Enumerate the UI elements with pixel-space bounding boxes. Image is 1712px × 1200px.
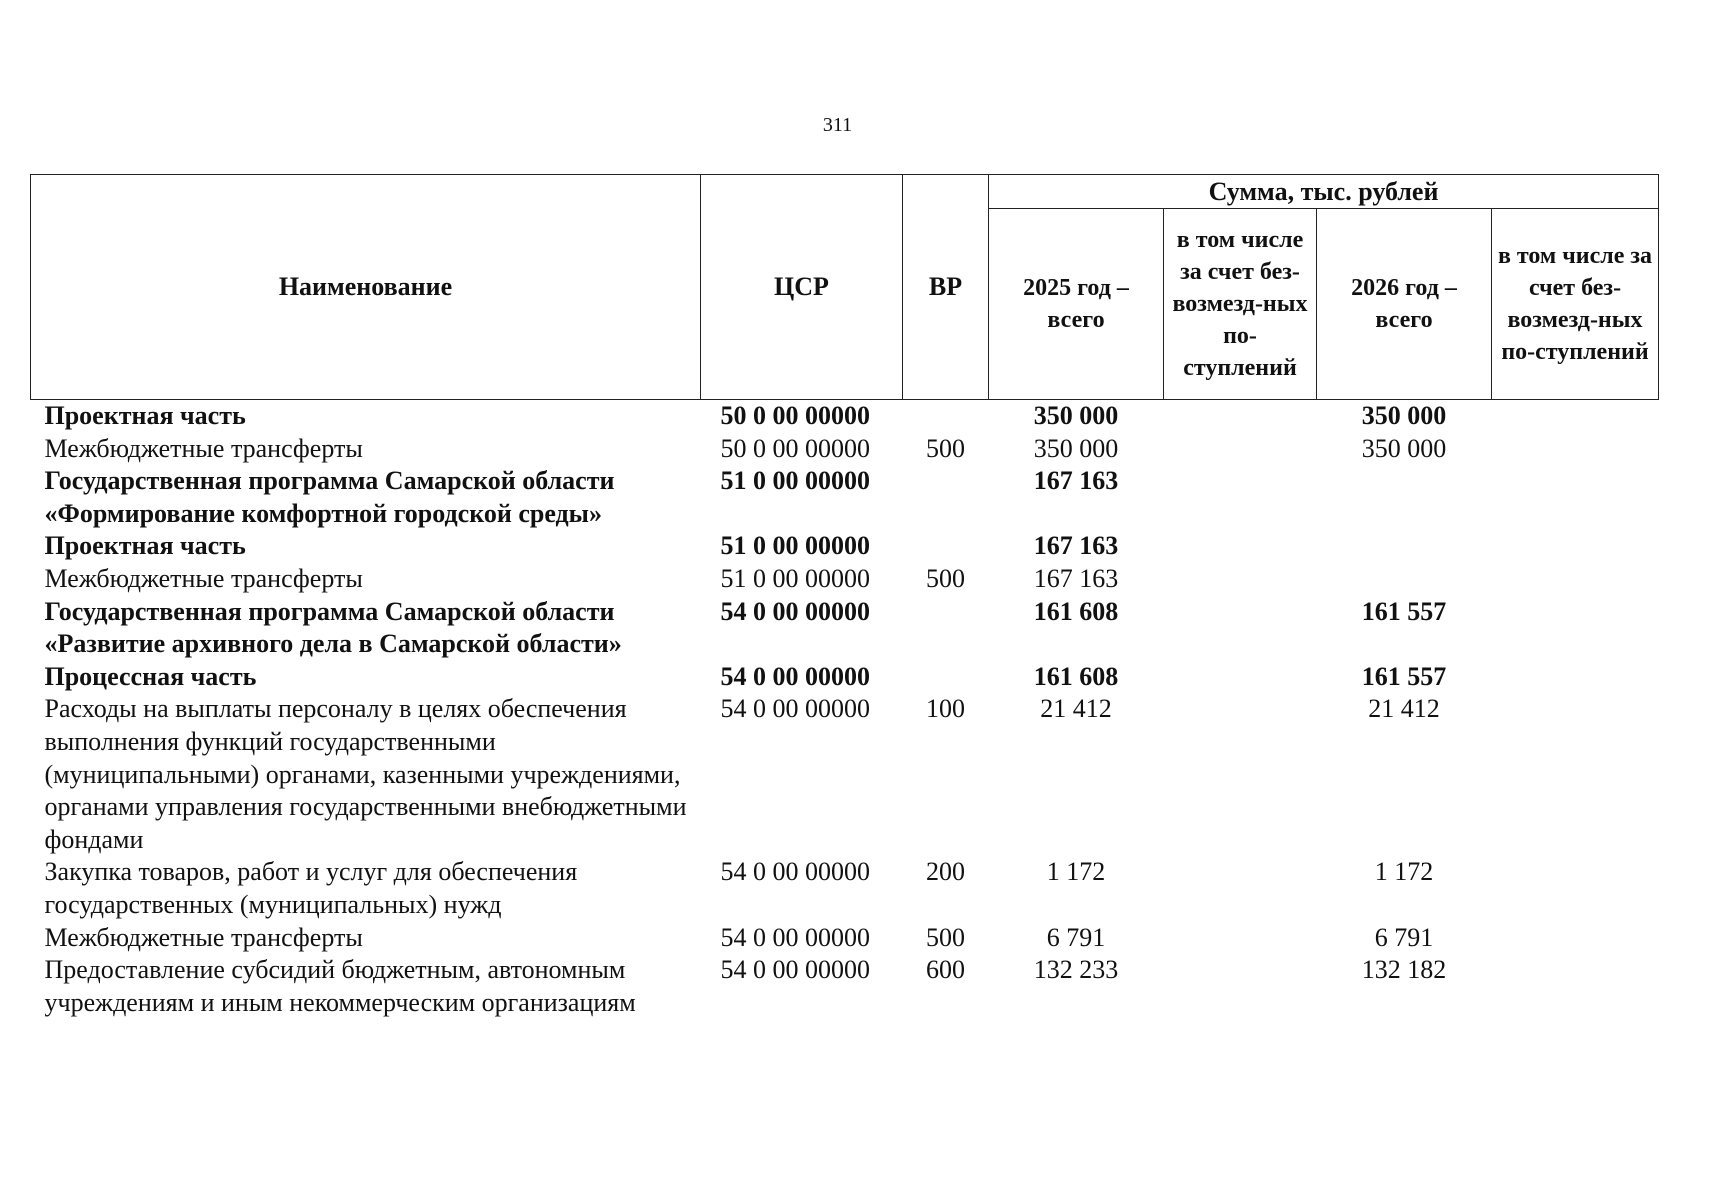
row-csr: 50 0 00 00000	[720, 433, 870, 463]
row-2026-free	[1492, 433, 1659, 466]
row-name: Межбюджетные трансферты	[44, 922, 363, 952]
row-name: Закупка товаров, работ и услуг для обеспечения государственных (муниципальных) нужд	[44, 857, 578, 919]
row-2025-free	[1164, 530, 1317, 563]
header-vr: ВР	[903, 175, 989, 400]
row-name: Межбюджетные трансферты	[44, 563, 363, 593]
row-csr: 54 0 00 00000	[720, 694, 870, 724]
table-row	[31, 954, 1659, 1019]
row-vr	[903, 400, 989, 433]
row-vr	[903, 661, 989, 694]
table-row	[31, 922, 1659, 955]
row-2025-free	[1164, 693, 1317, 856]
row-2026-free	[1492, 661, 1659, 694]
row-2026-free	[1492, 856, 1659, 921]
row-2025-total: 161 608	[1033, 596, 1119, 626]
row-2025-total: 1 172	[1046, 857, 1106, 887]
row-vr	[903, 596, 989, 661]
row-2025-free	[1164, 433, 1317, 466]
row-2026-total	[1317, 465, 1492, 530]
row-2026-free	[1492, 596, 1659, 661]
table-row	[31, 530, 1659, 563]
row-2026-free	[1492, 400, 1659, 433]
header-2026-total: 2026 год – всего	[1317, 209, 1492, 400]
row-vr: 100	[926, 694, 965, 724]
header-name: Наименование	[31, 175, 701, 400]
row-2026-total: 161 557	[1361, 661, 1447, 691]
row-name: Проектная часть	[44, 401, 246, 430]
page-number: 311	[822, 114, 853, 136]
row-2025-total: 6 791	[1046, 922, 1106, 952]
row-2025-total: 132 233	[1033, 955, 1119, 985]
table-row	[31, 856, 1659, 921]
row-2025-free	[1164, 596, 1317, 661]
table-row	[31, 465, 1659, 530]
row-2026-free	[1492, 954, 1659, 1019]
row-2025-free	[1164, 856, 1317, 921]
row-2026-total	[1317, 530, 1492, 563]
row-name: Государственная программа Самарской области «Формирование комфортной городской среды»	[44, 466, 615, 528]
table-row	[31, 693, 1659, 856]
row-name: Предоставление субсидий бюджетным, автономным учреждениям и иным некоммерческим организациям	[44, 955, 636, 1017]
row-csr: 54 0 00 00000	[720, 596, 870, 626]
table-header	[31, 175, 1659, 400]
row-2025-total: 21 412	[1040, 694, 1112, 724]
row-2025-free	[1164, 563, 1317, 596]
row-2025-free	[1164, 465, 1317, 530]
row-2026-free	[1492, 922, 1659, 955]
row-2026-total: 350 000	[1361, 401, 1447, 430]
table-row	[31, 400, 1659, 433]
row-2026-total	[1317, 563, 1492, 596]
header-sum-group: Сумма, тыс. рублей	[989, 175, 1659, 209]
table-row	[31, 433, 1659, 466]
row-2026-free	[1492, 693, 1659, 856]
row-2025-free	[1164, 954, 1317, 1019]
row-2025-free	[1164, 400, 1317, 433]
row-csr: 54 0 00 00000	[720, 922, 870, 952]
row-vr: 500	[926, 433, 965, 463]
row-csr: 50 0 00 00000	[720, 401, 870, 430]
header-2025-total: 2025 год – всего	[989, 209, 1164, 400]
row-2025-total: 161 608	[1033, 661, 1119, 691]
row-csr: 51 0 00 00000	[720, 466, 870, 496]
table-row	[31, 596, 1659, 661]
row-vr: 500	[926, 922, 965, 952]
row-2026-total: 21 412	[1368, 694, 1440, 724]
row-2026-free	[1492, 563, 1659, 596]
table-row	[31, 661, 1659, 694]
row-vr: 500	[926, 563, 965, 593]
row-2025-total: 167 163	[1033, 466, 1119, 496]
header-2025-free: в том числе за счет без-возмезд-ных по-ступлений	[1164, 209, 1317, 400]
header-csr: ЦСР	[701, 175, 903, 400]
row-vr: 600	[926, 955, 965, 985]
row-2025-total: 167 163	[1033, 563, 1119, 593]
row-name: Расходы на выплаты персоналу в целях обеспечения выполнения функций государственными (муниципальными) органами, казенными учреждениями, органами управления государственными внебюджетными фондами	[44, 694, 687, 854]
row-2026-free	[1492, 465, 1659, 530]
table-body	[31, 400, 1659, 1020]
row-2026-free	[1492, 530, 1659, 563]
row-csr: 51 0 00 00000	[720, 531, 870, 561]
row-vr	[903, 465, 989, 530]
row-name: Межбюджетные трансферты	[44, 433, 363, 463]
row-2026-total: 161 557	[1361, 596, 1447, 626]
row-2025-total: 350 000	[1033, 401, 1119, 430]
row-2026-total: 132 182	[1361, 955, 1447, 985]
row-name: Проектная часть	[44, 531, 246, 561]
row-2025-free	[1164, 922, 1317, 955]
row-2025-total: 167 163	[1033, 531, 1119, 561]
row-2025-free	[1164, 661, 1317, 694]
row-name: Государственная программа Самарской области «Развитие архивного дела в Самарской области»	[44, 596, 622, 659]
budget-table	[30, 174, 1659, 1019]
row-name: Процессная часть	[44, 661, 257, 691]
row-vr: 200	[926, 857, 965, 887]
row-2025-total: 350 000	[1033, 433, 1119, 463]
row-2026-total: 6 791	[1374, 922, 1434, 952]
row-2026-total: 1 172	[1374, 857, 1434, 887]
row-vr	[903, 530, 989, 563]
row-csr: 51 0 00 00000	[720, 563, 870, 593]
header-2026-free: в том числе за счет без-возмезд-ных по-ступлений	[1492, 209, 1659, 400]
row-csr: 54 0 00 00000	[720, 955, 870, 985]
row-csr: 54 0 00 00000	[720, 857, 870, 887]
row-2026-total: 350 000	[1361, 433, 1447, 463]
table-row	[31, 563, 1659, 596]
row-csr: 54 0 00 00000	[720, 661, 870, 691]
